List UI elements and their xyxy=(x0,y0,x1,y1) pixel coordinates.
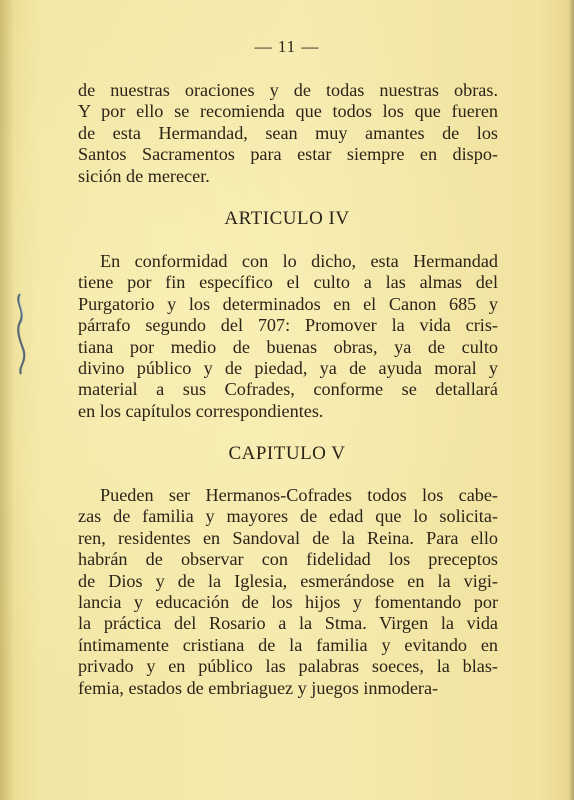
text-line: Santos Sacramentos para estar siempre en dispo- xyxy=(78,144,498,165)
paragraph-2 xyxy=(78,251,498,422)
page-number: — 11 — xyxy=(254,37,320,56)
text-line: en los capítulos correspondientes. xyxy=(78,400,324,421)
text-line: zas de familia y mayores de edad que lo solicita- xyxy=(78,506,498,527)
text-line: ren, residentes en Sandoval de la Reina. Para ello xyxy=(78,527,498,548)
text-line: En conformidad con lo dicho, esta Hermandad xyxy=(100,251,498,271)
heading-capitulo-v: CAPITULO V xyxy=(228,443,346,464)
text-line: sición de merecer. xyxy=(78,165,210,186)
text-line: Purgatorio y los determinados en el Canon 685 y xyxy=(78,293,498,314)
text-line: Y por ello se recomienda que todos los que fueren xyxy=(78,101,498,122)
text-line: tiana por medio de buenas obras, ya de culto xyxy=(78,336,498,357)
text-line: la práctica del Rosario a la Stma. Virgen la vida xyxy=(78,613,498,634)
text-line: lancia y educación de los hijos y fomentando por xyxy=(78,592,498,613)
paragraph-1 xyxy=(78,80,498,187)
page-edge-shadow xyxy=(568,0,574,800)
text-line: tiene por fin específico el culto a las almas del xyxy=(78,272,498,293)
page-gutter-shadow xyxy=(0,0,14,800)
text-line: párrafo segundo del 707: Promover la vida cris- xyxy=(78,315,498,336)
text-line: divino público y de piedad, ya de ayuda moral y xyxy=(78,358,498,379)
text-line: de esta Hermandad, sean muy amantes de los xyxy=(78,122,498,143)
text-line: íntimamente cristiana de la familia y evitando en xyxy=(78,634,498,655)
staple-binding xyxy=(12,292,28,376)
heading-articulo-iv: ARTICULO IV xyxy=(224,208,350,229)
text-line: de Dios y de la Iglesia, esmerándose en la vigi- xyxy=(78,570,498,591)
text-line: habrán de observar con fidelidad los preceptos xyxy=(78,549,498,570)
text-line: Pueden ser Hermanos-Cofrades todos los cabe- xyxy=(100,485,498,505)
text-line: de nuestras oraciones y de todas nuestras obras. xyxy=(78,80,498,100)
text-line: material a sus Cofrades, conforme se detallará xyxy=(78,379,498,400)
text-line: privado y en público las palabras soeces, la blas- xyxy=(78,656,498,677)
paragraph-3 xyxy=(78,485,498,699)
text-line: femia, estados de embriaguez y juegos inmodera- xyxy=(78,677,439,698)
